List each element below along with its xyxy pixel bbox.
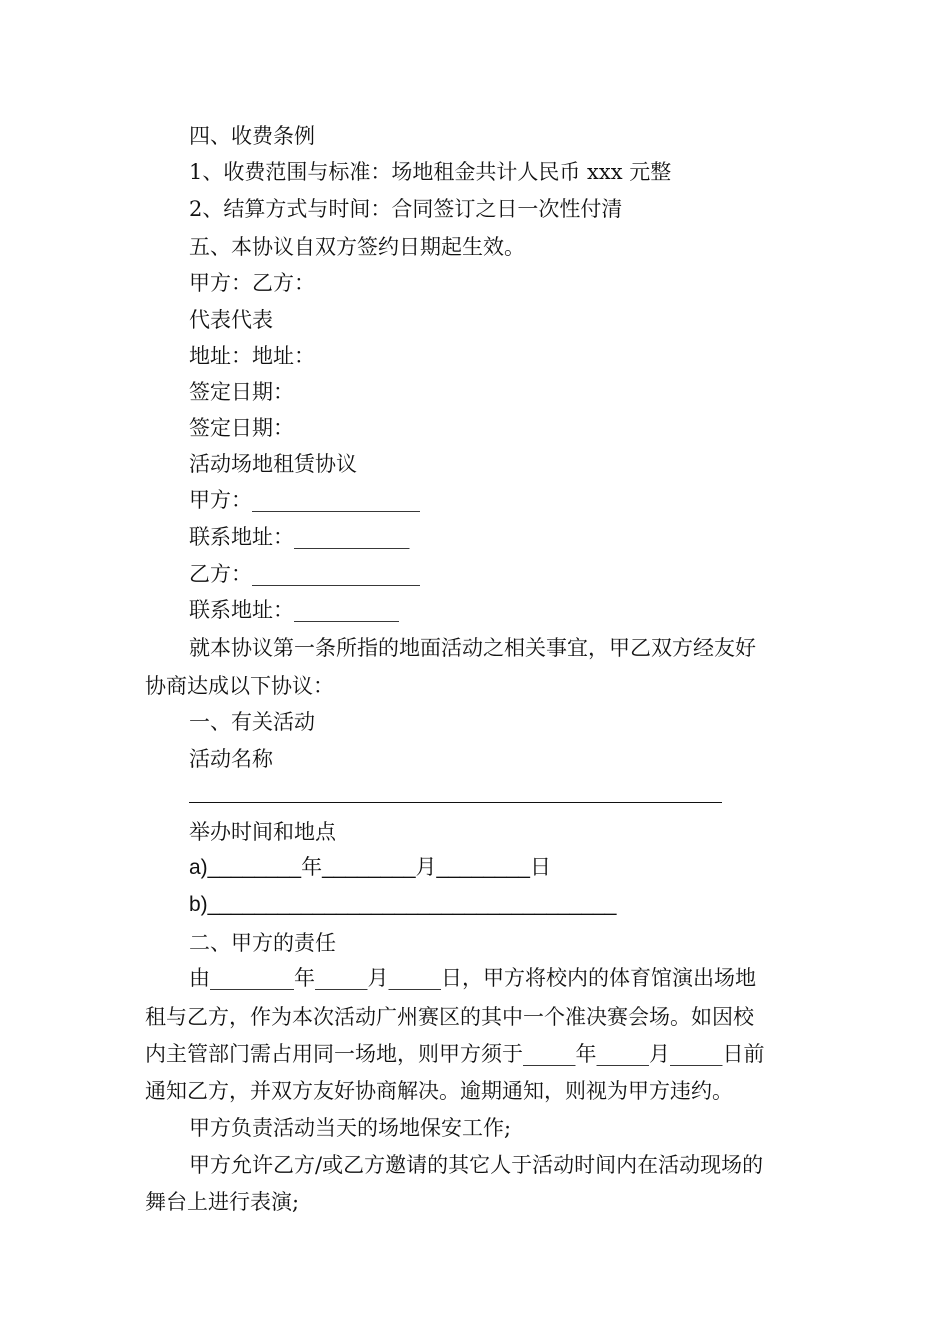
address-line: 地址：地址： xyxy=(189,344,315,368)
section-five-line: 五、本协议自双方签约日期起生效。 xyxy=(189,235,525,259)
place-blank-line: b)___________________________________ xyxy=(189,893,617,916)
section-four-heading: 四、收费条例 xyxy=(189,124,315,148)
party-a-address-field: 联系地址：___________ xyxy=(189,525,410,549)
parties-line: 甲方：乙方： xyxy=(189,271,315,295)
intro-paragraph-line-1: 就本协议第一条所指的地面活动之相关事宜，甲乙双方经友好 xyxy=(189,636,756,660)
party-a-field: 甲方：________________ xyxy=(189,488,420,512)
party-a-duty-line-3: 内主管部门需占用同一场地，则甲方须于_____年_____月_____日前 xyxy=(145,1042,765,1066)
activity-name-blank xyxy=(189,802,722,803)
security-duty-line: 甲方负责活动当天的场地保安工作; xyxy=(189,1116,512,1140)
party-a-duty-line-4: 通知乙方，并双方友好协商解决。逾期通知，则视为甲方违约。 xyxy=(145,1079,733,1103)
representative-line: 代表代表 xyxy=(189,308,273,332)
section-one-heading: 一、有关活动 xyxy=(189,710,315,734)
fee-standard-line: 1、收费范围与标准：场地租金共计人民币 xxx 元整 xyxy=(189,160,672,184)
party-a-duty-line-1: 由________年_____月_____日，甲方将校内的体育馆演出场地 xyxy=(189,966,756,990)
activity-name-label: 活动名称 xyxy=(189,747,273,771)
agreement-title: 活动场地租赁协议 xyxy=(189,452,357,476)
sign-date-line-2: 签定日期： xyxy=(189,416,294,440)
sign-date-line-1: 签定日期： xyxy=(189,380,294,404)
settlement-line: 2、结算方式与时间：合同签订之日一次性付清 xyxy=(189,197,623,221)
party-b-address-field: 联系地址：__________ xyxy=(189,598,399,622)
section-two-heading: 二、甲方的责任 xyxy=(189,931,336,955)
party-b-field: 乙方：________________ xyxy=(189,562,420,586)
party-a-duty-line-2: 租与乙方，作为本次活动广州赛区的其中一个准决赛会场。如因校 xyxy=(145,1005,754,1029)
intro-paragraph-line-2: 协商达成以下协议： xyxy=(145,674,334,698)
date-blank-line: a)________年________月________日 xyxy=(189,856,551,879)
performance-permission-line-2: 舞台上进行表演; xyxy=(145,1190,300,1214)
performance-permission-line-1: 甲方允许乙方/或乙方邀请的其它人于活动时间内在活动现场的 xyxy=(189,1153,764,1177)
time-place-label: 举办时间和地点 xyxy=(189,820,336,844)
